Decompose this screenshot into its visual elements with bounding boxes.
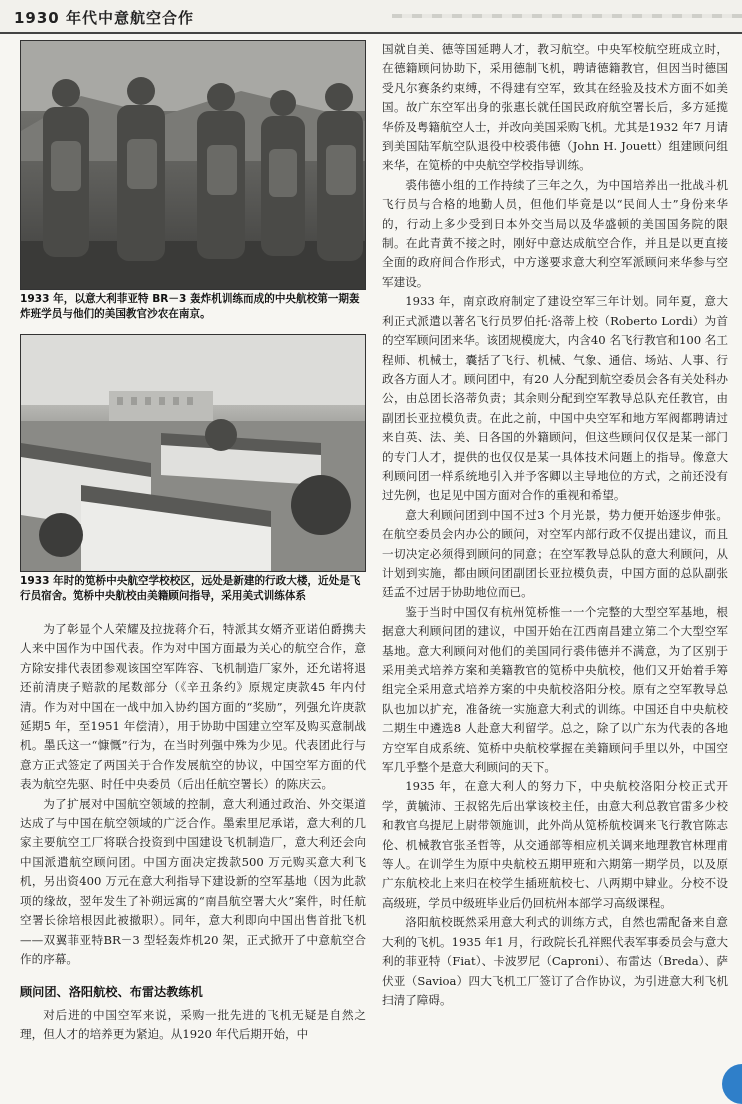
photo-pilots-group bbox=[20, 40, 366, 290]
header-title: 1930 年代中意航空合作 bbox=[14, 9, 194, 27]
paragraph: 为了扩展对中国航空领域的控制，意大利通过政治、外交渠道达成了与中国在航空领域的广泛合作。墨索里尼承诺，意大利的几家主要航空工厂将联合投资到中国建设飞机制造厂，意大利还会向中国派遣航空顾问团。中国方面决定拨款500 万元购买意大利飞机，另出资400 万元在意大利指导下建设新的空军基地（因为此款项的缘故，翌年发生了补朔远寓的“南昌航空署大火”案件，时任航空署长徐培根因此被撤职）。同年，意大利即向中国出售首批飞机——双翼菲亚特BR－3 型轻轰炸机20 架，正式掀开了中意航空合作的序幕。 bbox=[20, 796, 366, 966]
paragraph: 对后进的中国空军来说，采购一批先进的飞机无疑是自然之理，但人才的培养更为紧迫。从1920 年代后期开始，中 bbox=[20, 1007, 366, 1042]
paragraph: 1933 年，南京政府制定了建设空军三年计划。同年夏，意大利正式派遣以著名飞行员罗伯托·洛蒂上校（Roberto Lordi）为首的空军顾问团来华。该团规模庞大，内含40 名飞行教官和100 名工程师、机械士，囊括了飞行、机械、气象、通信、场站、人事、行政各方面人才。顾问团中，有20 人分配到航空委员会各有关处科办公，由总团长洛蒂负责；其余则分配到空军教导总队充任教官，由副团长亚拉模负责。在此之前，中国中央空军和地方军阀都聘请过来自英、法、美、日各国的外籍顾问，但这些顾问仅仅是某一部门的专门人才，提供的也仅仅是某一具体技术问题上的指导。像意大利顾问团一样系统地引入并予客卿以主导地位的方式，之前还没有过先例，也足见中国方面对合作的重视和希望。 bbox=[382, 294, 728, 503]
page-number-badge bbox=[722, 1064, 742, 1104]
paragraph: 国就自美、德等国延聘人才，教习航空。中央军校航空班成立时，在德籍顾问协助下，采用德制飞机，聘请德籍教官，但因当时德国受凡尔赛条约束缚，不得建有空军，致其在经验及技术方面不如美国。故广东空军出身的张惠长就任国民政府航空署长后，多方延揽华侨及粤籍航空人士，并改向美国采购飞机。尤其是1932 年7 月请到美国陆军航空队退役中校裘伟德（John H. Jouett）组建顾问组来华，在笕桥的中央航空学校指导训练。 bbox=[382, 42, 728, 173]
paragraph: 意大利顾问团到中国不过3 个月光景，势力便开始逐步伸张。在航空委员会内办公的顾问，对空军内部行政不仅提出建议，而且一切决定必须得到顾问的同意；在空军教导总队的意大利顾问，从计划到实施，都由顾问团副团长亚拉模负责，中国方面的总队副张廷孟不过居于协助地位而已。 bbox=[382, 507, 728, 600]
right-column bbox=[382, 40, 728, 1010]
paragraph: 洛阳航校既然采用意大利式的训练方式，自然也需配备来自意大利的飞机。1935 年1 月，行政院长孔祥熙代表军事委员会与意大利的菲亚特（Fiat）、卡波罗尼（Caproni）、布雷达（Breda）、萨伏亚（Savioa）四大飞机工厂签订了合作协议，为引进意大利飞机扫清了障碍。 bbox=[382, 915, 728, 1007]
section-title: 顾问团、洛阳航校、布雷达教练机 bbox=[20, 985, 203, 1000]
photo-icon bbox=[21, 335, 365, 571]
paragraph: 鉴于当时中国仅有杭州笕桥惟一一个完整的大型空军基地，根据意大利顾问团的建议，中国开始在江西南昌建立第二个大型空军基地。意大利顾问对他们的美国同行裘伟德并不满意，为了区别于采用美式培养方案和美籍教官的笕桥中央航校，他们又开始着手筹组完全采用意式培养方案的中央航校洛阳分校。原有之空军教导总队也加以扩充，准备统一实施意大利式的训练。中国还自中央航校二期生中遴选8 人赴意大利留学。总之，除了以广东为代表的各地方空军自成系统、笕桥中央航校掌握在美籍顾问手里以外，中国空军几乎整个是意大利顾问的天下。 bbox=[382, 604, 728, 775]
page-header bbox=[0, 0, 742, 34]
left-column bbox=[20, 620, 366, 1045]
header-decoration bbox=[392, 14, 742, 18]
paragraph: 1935 年，在意大利人的努力下，中央航校洛阳分校正式开学，黄毓沛、王叔铭先后出掌该校主任，由意大利总教官雷多少校和教官乌提尼上尉带领施训，此外尚从笕桥航校调来飞行教官陈志伦、机械教官张圣哲等，从交通部等相应机关调来地理教官林理甫等人。在训学生为原中央航校五期甲班和六期第一期学员，以及原广东航校北上来归在校学生插班航校七、八两期中肄业。分校不设高级班，学员中级班毕业后仍回杭州本部学习高级课程。 bbox=[382, 779, 728, 910]
paragraph: 为了彰显个人荣耀及拉拢蒋介石，特派其女婿齐亚诺伯爵携夫人来中国作为中国代表。作为对中国方面最为关心的航空合作，意方除安排代表团参观该国空军阵容、飞机制造厂家外，还允诺将退还前清庚子赔款的尾数部分（《辛丑条约》原规定庚款45 年内付清。作为对中国在一战中加入协约国方面的“奖励”，列强允许庚款延期5 年，至1951 年偿清），用于协助中国建立空军及购买意制战机。墨氏这一“慷慨”行为，在当时列强中殊为少见。代表团此行与意方正式签定了两国关于合作发展航空的协议，中国空军方面的代表为航空先驱、时任中央委员（后出任航空署长）的陈庆云。 bbox=[20, 622, 366, 792]
paragraph: 裘伟德小组的工作持续了三年之久，为中国培养出一批战斗机飞行员与合格的地勤人员，但他们毕竟是以“民间人士”身份来华的，行动上多少受到日本外交当局以及华盛顿的美国国务院的限制。在此青黄不接之时，刚好中意达成航空合作，并且是以更直接全面的政府间合作形式，中方遂要求意大利空军派顾问来华参与空军建设。 bbox=[382, 177, 728, 289]
photo-campus bbox=[20, 334, 366, 572]
photo1-caption: 1933 年，以意大利菲亚特 BR－3 轰炸机训练而成的中央航校第一期轰炸班学员与他们的美国教官沙农在南京。 bbox=[20, 293, 360, 320]
photo2-caption: 1933 年时的笕桥中央航空学校校区，远处是新建的行政大楼，近处是飞行员宿舍。笕桥中央航校由美籍顾问指导，采用美式训练体系 bbox=[20, 575, 361, 602]
photo-icon bbox=[21, 41, 365, 289]
